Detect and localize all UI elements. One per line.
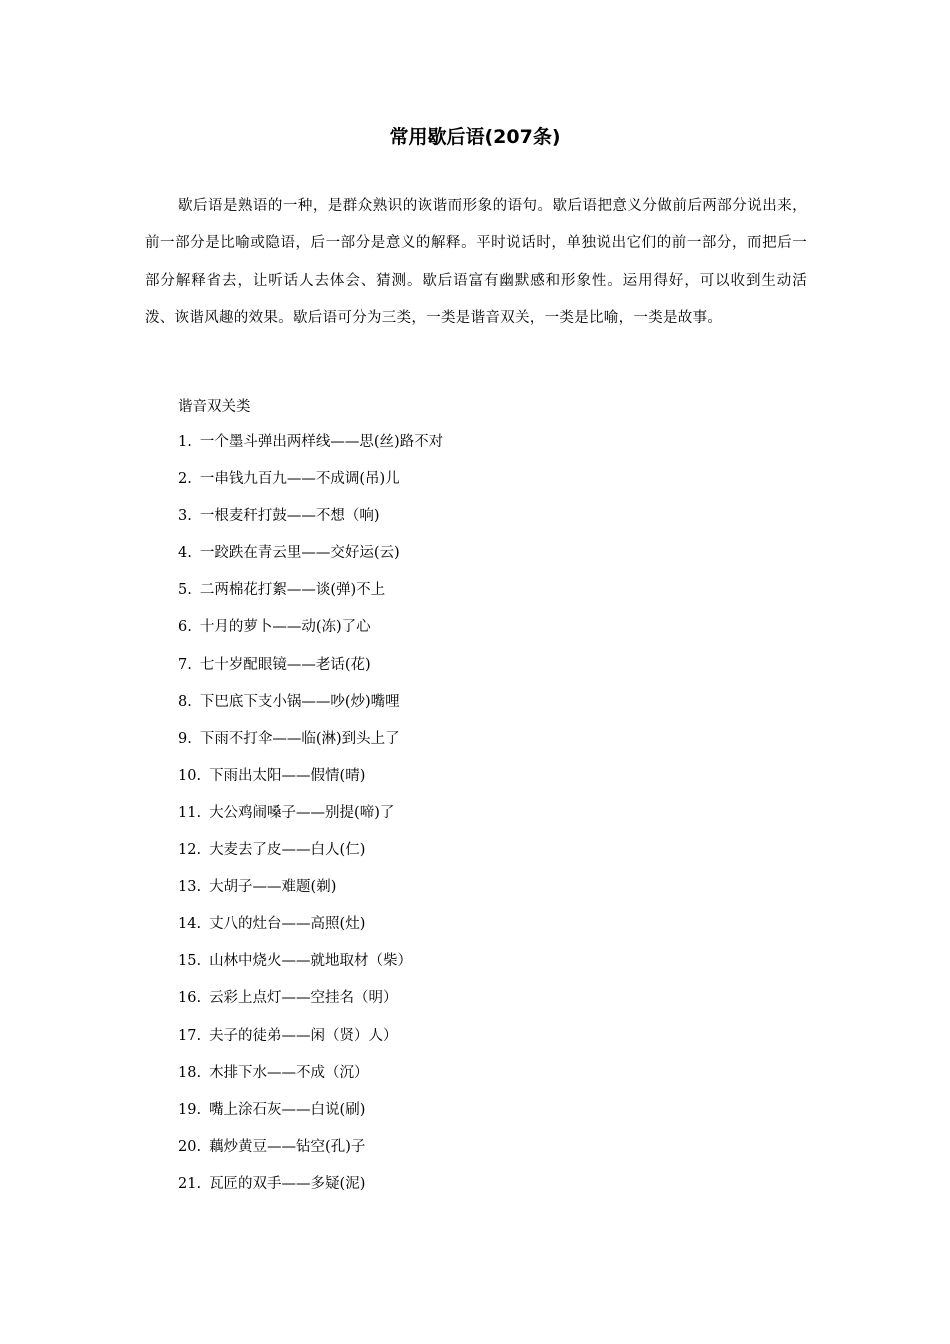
list-item — [178, 501, 443, 538]
list-item — [178, 835, 443, 872]
entry-text: 大公鸡闹嗓子——别提(啼)了 — [209, 804, 395, 821]
page-title: 常用歇后语(207条) — [389, 126, 561, 148]
entry-number: 6 . — [178, 612, 192, 642]
entry-number: 18 . — [178, 1058, 201, 1088]
entry-number: 5 . — [178, 575, 192, 605]
list-item — [178, 909, 443, 946]
entry-text: 大胡子——难题(剃) — [209, 879, 337, 896]
list-item — [178, 798, 443, 835]
entry-text: 藕炒黄豆——钻空(孔)子 — [209, 1138, 366, 1155]
intro-paragraph: 歇后语是熟语的一种，是群众熟识的诙谐而形象的语句。歇后语把意义分做前后两部分说出来，前一部分是比喻或隐语，后一部分是意义的解释。平时说话时，单独说出它们的前一部分，而把后一部分解释省去，让听话人去体会、猜测。歇后语富有幽默感和形象性。运用得好，可以收到生动活泼、诙谐风趣的效果。歇后语可分为三类，一类是谐音双关，一类是比喻，一类是故事。 — [145, 198, 807, 327]
entry-text: 下雨出太阳——假情(晴) — [209, 767, 366, 784]
list-item — [178, 872, 443, 909]
entry-number: 2 . — [178, 464, 192, 494]
entry-number: 4 . — [178, 538, 192, 568]
section-heading: 谐音双关类 — [178, 399, 251, 415]
entry-text: 夫子的徒弟——闲（贤）人） — [209, 1027, 398, 1044]
entry-number: 12 . — [178, 835, 201, 865]
entry-number: 15 . — [178, 946, 201, 976]
entry-number: 11 . — [178, 798, 201, 828]
list-item — [178, 1169, 443, 1206]
list-item — [178, 1058, 443, 1095]
entry-text: 十月的萝卜——动(冻)了心 — [199, 619, 371, 636]
entry-number: 9 . — [178, 724, 192, 754]
entry-text: 一根麦秆打鼓——不想（响) — [199, 508, 380, 525]
entry-text: 二两棉花打絮——谈(弹)不上 — [199, 582, 386, 599]
entry-number: 13 . — [178, 872, 201, 902]
entry-number: 8 . — [178, 687, 192, 717]
entry-text: 七十岁配眼镜——老话(花) — [199, 656, 371, 673]
entry-text: 下雨不打伞——临(淋)到头上了 — [199, 730, 400, 747]
entry-number: 16 . — [178, 983, 201, 1013]
list-item — [178, 427, 443, 464]
list-item — [178, 612, 443, 649]
entry-text: 云彩上点灯——空挂名（明） — [209, 990, 398, 1007]
entry-text: 木排下水——不成（沉） — [209, 1064, 369, 1081]
entry-text: 一串钱九百九——不成调(吊)儿 — [199, 471, 400, 488]
entry-number: 10 . — [178, 761, 201, 791]
list-item — [178, 1021, 443, 1058]
entry-number: 21 . — [178, 1169, 201, 1199]
list-item — [178, 538, 443, 575]
entry-number: 19 . — [178, 1095, 201, 1125]
list-item — [178, 1095, 443, 1132]
entry-text: 一个墨斗弹出两样线——思(丝)路不对 — [199, 434, 444, 450]
entry-number: 14 . — [178, 909, 201, 939]
entry-number: 3 . — [178, 501, 192, 531]
entry-text: 山林中烧火——就地取材（柴） — [209, 953, 413, 970]
list-item — [178, 761, 443, 798]
list-item — [178, 983, 443, 1020]
entry-number: 1 . — [178, 427, 192, 457]
entry-list — [178, 427, 443, 1206]
list-item — [178, 464, 443, 501]
entry-text: 瓦匠的双手——多疑(泥) — [209, 1175, 366, 1192]
entry-text: 嘴上涂石灰——白说(刷) — [209, 1101, 366, 1118]
list-item — [178, 946, 443, 983]
list-item — [178, 575, 443, 612]
list-item — [178, 650, 443, 687]
entry-number: 20 . — [178, 1132, 201, 1162]
entry-text: 下巴底下支小锅——吵(炒)嘴哩 — [199, 693, 400, 710]
list-item — [178, 1132, 443, 1169]
list-item — [178, 724, 443, 761]
entry-text: 丈八的灶台——高照(灶) — [209, 916, 366, 933]
list-item — [178, 687, 443, 724]
entry-number: 17 . — [178, 1021, 201, 1051]
entry-text: 一跤跌在青云里——交好运(云) — [199, 545, 400, 562]
entry-text: 大麦去了皮——白人(仁) — [209, 842, 366, 859]
entry-number: 7 . — [178, 650, 192, 680]
